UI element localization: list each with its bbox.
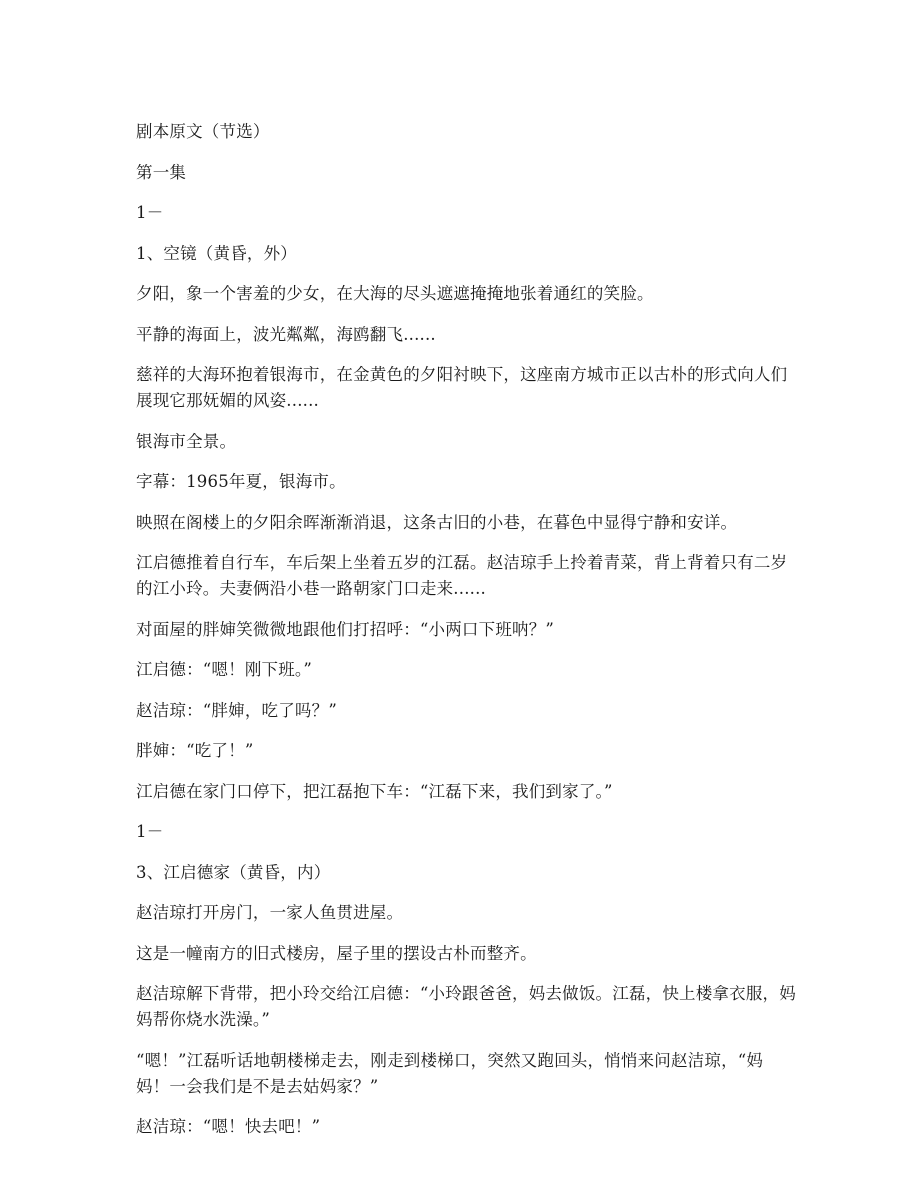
paragraph: 江启德推着自行车，车后架上坐着五岁的江磊。赵洁琼手上拎着青菜，背上背着只有二岁的江小玲。夫妻俩沿小巷一路朝家门口走来...... xyxy=(136,553,788,598)
dialogue-line: 胖婶：“吃了！” xyxy=(136,741,254,760)
paragraph: 慈祥的大海环抱着银海市，在金黄色的夕阳衬映下，这座南方城市正以古朴的形式向人们展现它那妩媚的风姿...... xyxy=(136,365,788,410)
paragraph: 银海市全景。 xyxy=(136,431,237,451)
paragraph: 这是一幢南方的旧式楼房，屋子里的摆设古朴而整齐。 xyxy=(136,943,537,963)
dialogue-line: 赵洁琼：“嗯！快去吧！” xyxy=(136,1117,321,1136)
document-page xyxy=(136,119,796,1155)
scene-heading: 1、空镜（黄昏，外） xyxy=(136,243,297,263)
scene-number: 1－ xyxy=(136,203,164,222)
paragraph: 平静的海面上，波光粼粼，海鸥翻飞...... xyxy=(136,324,436,344)
dialogue-line: “嗯！”江磊听话地朝楼梯走去，刚走到楼梯口，突然又跑回头，悄悄来问赵洁琼，“妈妈！一会我们是不是去姑妈家？” xyxy=(136,1050,764,1096)
scene-number: 1－ xyxy=(136,822,164,841)
doc-heading: 剧本原文（节选） xyxy=(136,122,270,141)
dialogue-line: 赵洁琼解下背带，把小玲交给江启德：“小玲跟爸爸，妈去做饭。江磊，快上楼拿衣服，妈妈帮你烧水洗澡。” xyxy=(136,984,796,1029)
paragraph: 映照在阁楼上的夕阳余晖渐渐消退，这条古旧的小巷，在暮色中显得宁静和安详。 xyxy=(136,512,738,532)
caption-line: 字幕：1965年夏，银海市。 xyxy=(136,472,346,491)
paragraph: 夕阳，象一个害羞的少女，在大海的尽头遮遮掩掩地张着通红的笑脸。 xyxy=(136,284,654,303)
paragraph: 赵洁琼打开房门，一家人鱼贯进屋。 xyxy=(136,903,404,922)
dialogue-line: 江启德在家门口停下，把江磊抱下车：“江磊下来，我们到家了。” xyxy=(136,781,613,801)
dialogue-line: 赵洁琼：“胖婶，吃了吗？” xyxy=(136,700,337,720)
dialogue-line: 对面屋的胖婶笑微微地跟他们打招呼：“小两口下班呐？” xyxy=(136,619,555,639)
episode-title: 第一集 xyxy=(136,162,187,182)
dialogue-line: 江启德：“嗯！刚下班。” xyxy=(136,660,313,679)
scene-heading: 3、江启德家（黄昏，内） xyxy=(136,862,331,882)
